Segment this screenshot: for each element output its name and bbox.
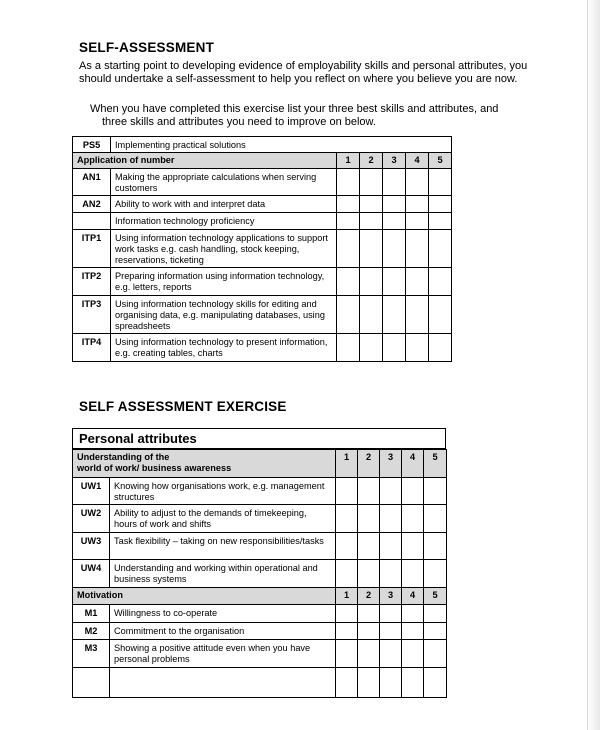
rating-cell-5[interactable] xyxy=(424,640,447,668)
rating-cell-2[interactable] xyxy=(358,478,380,505)
attribute-description xyxy=(110,668,336,698)
skill-description: Preparing information using information technology, e.g. letters, reports xyxy=(111,268,337,296)
table-row xyxy=(73,623,447,640)
rating-cell-3[interactable] xyxy=(383,196,406,213)
instruction-line-2: three skills and attributes you need to improve on below. xyxy=(102,115,376,128)
rating-cell-1[interactable] xyxy=(336,478,358,505)
attribute-code: M1 xyxy=(73,605,110,623)
rating-cell-3[interactable] xyxy=(380,478,402,505)
attribute-description: Understanding and working within operational and business systems xyxy=(110,560,336,588)
rating-cell-1[interactable] xyxy=(336,605,358,623)
rating-cell-4[interactable] xyxy=(402,623,424,640)
rating-cell-4[interactable] xyxy=(402,668,424,698)
attribute-code: UW4 xyxy=(73,560,110,588)
rating-cell-2[interactable] xyxy=(360,268,383,296)
rating-cell-5[interactable] xyxy=(424,605,447,623)
scale-1: 1 xyxy=(336,588,358,605)
table-row xyxy=(73,137,452,153)
rating-cell-3[interactable] xyxy=(383,213,406,230)
attribute-description: Showing a positive attitude even when you have personal problems xyxy=(110,640,336,668)
rating-cell-3[interactable] xyxy=(383,296,406,334)
attribute-code: M2 xyxy=(73,623,110,640)
section-header-row xyxy=(73,588,447,605)
attribute-description: Task flexibility – taking on new responsibilities/tasks xyxy=(110,533,336,560)
rating-cell-2[interactable] xyxy=(358,605,380,623)
rating-cell-2[interactable] xyxy=(360,230,383,268)
scale-1: 1 xyxy=(337,153,360,169)
intro-paragraph: As a starting point to developing evidence of employability skills and personal attributes, you should undertake a self-assessment to help you reflect on where you believe you are now. xyxy=(79,60,528,85)
rating-cell-1[interactable] xyxy=(337,213,360,230)
skill-description: Using information technology applications to support work tasks e.g. cash handling, stock keeping, reservations, ticketing xyxy=(111,230,337,268)
section-title: Application of number xyxy=(73,153,337,169)
rating-cell-1[interactable] xyxy=(337,169,360,196)
table-row xyxy=(73,268,452,296)
rating-cell-1[interactable] xyxy=(336,560,358,588)
rating-cell-3[interactable] xyxy=(383,169,406,196)
rating-cell-1[interactable] xyxy=(336,623,358,640)
rating-cell-5[interactable] xyxy=(424,560,447,588)
skill-code xyxy=(73,213,111,230)
scale-4: 4 xyxy=(402,588,424,605)
rating-cell-4[interactable] xyxy=(406,334,429,362)
section-header-row xyxy=(73,450,447,478)
rating-cell-5[interactable] xyxy=(424,623,447,640)
attribute-code: UW2 xyxy=(73,505,110,533)
skill-description: Using information technology to present information, e.g. creating tables, charts xyxy=(111,334,337,362)
rating-cell-3[interactable] xyxy=(380,605,402,623)
scale-4: 4 xyxy=(402,450,424,478)
rating-cell-4[interactable] xyxy=(402,533,424,560)
attribute-description: Ability to adjust to the demands of timekeeping, hours of work and shifts xyxy=(110,505,336,533)
rating-cell-1[interactable] xyxy=(337,334,360,362)
skill-description: Ability to work with and interpret data xyxy=(111,196,337,213)
rating-cell-4[interactable] xyxy=(406,296,429,334)
skill-code: PS5 xyxy=(73,137,111,153)
rating-cell-4[interactable] xyxy=(406,268,429,296)
self-assessment-exercise-heading: SELF ASSESSMENT EXERCISE xyxy=(79,399,287,414)
rating-cell-1[interactable] xyxy=(337,296,360,334)
rating-cell-5[interactable] xyxy=(429,169,452,196)
scale-4: 4 xyxy=(406,153,429,169)
table-row xyxy=(73,334,452,362)
table-row xyxy=(73,196,452,213)
rating-cell-5[interactable] xyxy=(429,230,452,268)
rating-cell-2[interactable] xyxy=(360,213,383,230)
section-title: Motivation xyxy=(73,588,336,605)
rating-cell-2[interactable] xyxy=(358,640,380,668)
self-assessment-heading: SELF-ASSESSMENT xyxy=(79,40,215,55)
section-header-row xyxy=(73,153,452,169)
rating-cell-2[interactable] xyxy=(360,169,383,196)
rating-cell-1[interactable] xyxy=(337,196,360,213)
rating-cell-1[interactable] xyxy=(336,533,358,560)
skill-code: AN1 xyxy=(73,169,111,196)
rating-cell-2[interactable] xyxy=(358,533,380,560)
rating-cell-5[interactable] xyxy=(429,334,452,362)
scale-5: 5 xyxy=(429,153,452,169)
skill-code: ITP2 xyxy=(73,268,111,296)
rating-cell-4[interactable] xyxy=(406,230,429,268)
instruction-line-1: When you have completed this exercise list your three best skills and attributes, and xyxy=(90,103,499,115)
rating-cell-5[interactable] xyxy=(429,213,452,230)
rating-cell-4[interactable] xyxy=(402,478,424,505)
rating-cell-2[interactable] xyxy=(358,668,380,698)
table-row xyxy=(73,296,452,334)
rating-cell-5[interactable] xyxy=(429,196,452,213)
rating-cell-3[interactable] xyxy=(380,560,402,588)
table-row xyxy=(73,478,447,505)
rating-cell-5[interactable] xyxy=(429,296,452,334)
rating-cell-5[interactable] xyxy=(424,533,447,560)
attribute-code: UW1 xyxy=(73,478,110,505)
attribute-code: M3 xyxy=(73,640,110,668)
rating-cell-3[interactable] xyxy=(383,268,406,296)
rating-cell-4[interactable] xyxy=(406,213,429,230)
personal-attributes-title: Personal attributes xyxy=(72,428,446,449)
section-title xyxy=(73,450,336,478)
skill-code: ITP3 xyxy=(73,296,111,334)
scale-2: 2 xyxy=(360,153,383,169)
rating-cell-1[interactable] xyxy=(336,668,358,698)
scale-3: 3 xyxy=(380,450,402,478)
section-title-line-2: world of work/ business awareness xyxy=(77,462,232,473)
rating-cell-5[interactable] xyxy=(424,478,447,505)
skills-table xyxy=(72,136,452,362)
rating-cell-3[interactable] xyxy=(380,668,402,698)
rating-cell-4[interactable] xyxy=(402,605,424,623)
scale-5: 5 xyxy=(424,450,447,478)
skill-description: Implementing practical solutions xyxy=(111,137,452,153)
rating-cell-3[interactable] xyxy=(383,334,406,362)
scale-2: 2 xyxy=(358,588,380,605)
rating-cell-2[interactable] xyxy=(358,505,380,533)
section-title-line-1: Understanding of the xyxy=(77,452,170,462)
rating-cell-1[interactable] xyxy=(336,640,358,668)
scale-1: 1 xyxy=(336,450,358,478)
skill-description: Using information technology skills for editing and organising data, e.g. manipulating databases, using spreadsheets xyxy=(111,296,337,334)
table-row xyxy=(73,213,452,230)
scale-2: 2 xyxy=(358,450,380,478)
rating-cell-4[interactable] xyxy=(406,196,429,213)
rating-cell-3[interactable] xyxy=(380,533,402,560)
attribute-description: Commitment to the organisation xyxy=(110,623,336,640)
table-row xyxy=(73,560,447,588)
scale-5: 5 xyxy=(424,588,447,605)
table-row xyxy=(73,605,447,623)
skill-description: Making the appropriate calculations when serving customers xyxy=(111,169,337,196)
rating-cell-1[interactable] xyxy=(337,230,360,268)
table-row xyxy=(73,533,447,560)
attribute-description: Knowing how organisations work, e.g. management structures xyxy=(110,478,336,505)
rating-cell-1[interactable] xyxy=(336,505,358,533)
attribute-code xyxy=(73,668,110,698)
rating-cell-2[interactable] xyxy=(360,196,383,213)
rating-cell-5[interactable] xyxy=(424,505,447,533)
rating-cell-5[interactable] xyxy=(429,268,452,296)
rating-cell-2[interactable] xyxy=(358,560,380,588)
page-edge xyxy=(587,0,600,730)
rating-cell-2[interactable] xyxy=(360,334,383,362)
rating-cell-1[interactable] xyxy=(337,268,360,296)
skill-description: Information technology proficiency xyxy=(111,213,337,230)
rating-cell-4[interactable] xyxy=(406,169,429,196)
table-row xyxy=(73,169,452,196)
skill-code: ITP4 xyxy=(73,334,111,362)
table-row xyxy=(73,230,452,268)
rating-cell-3[interactable] xyxy=(380,505,402,533)
rating-cell-4[interactable] xyxy=(402,640,424,668)
rating-cell-3[interactable] xyxy=(380,640,402,668)
rating-cell-4[interactable] xyxy=(402,560,424,588)
rating-cell-5[interactable] xyxy=(424,668,447,698)
scale-3: 3 xyxy=(383,153,406,169)
scale-3: 3 xyxy=(380,588,402,605)
rating-cell-2[interactable] xyxy=(358,623,380,640)
attribute-code: UW3 xyxy=(73,533,110,560)
table-row xyxy=(73,640,447,668)
rating-cell-3[interactable] xyxy=(383,230,406,268)
rating-cell-4[interactable] xyxy=(402,505,424,533)
table-row xyxy=(73,668,447,698)
personal-attributes-table xyxy=(72,449,447,698)
attribute-description: Willingness to co-operate xyxy=(110,605,336,623)
rating-cell-3[interactable] xyxy=(380,623,402,640)
instruction-paragraph xyxy=(90,103,540,128)
skill-code: ITP1 xyxy=(73,230,111,268)
skill-code: AN2 xyxy=(73,196,111,213)
rating-cell-2[interactable] xyxy=(360,296,383,334)
table-row xyxy=(73,505,447,533)
